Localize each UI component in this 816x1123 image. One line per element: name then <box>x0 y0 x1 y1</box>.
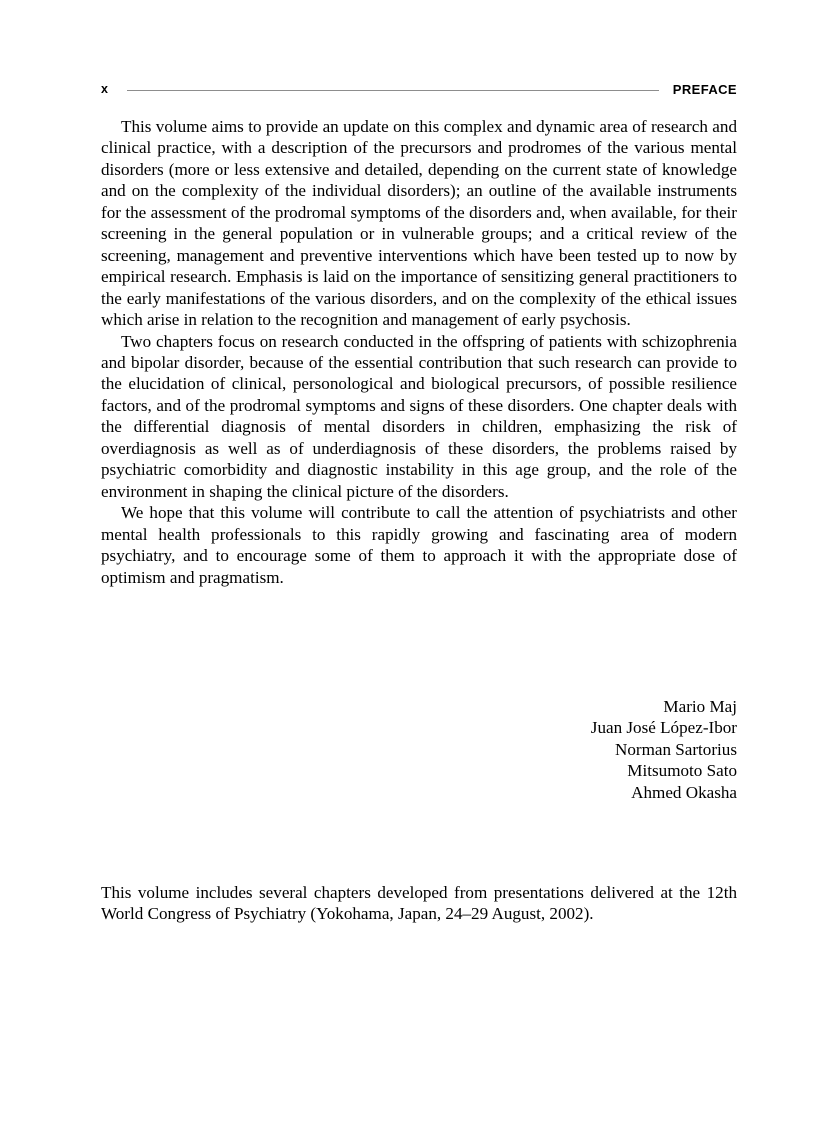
author-name: Mario Maj <box>663 697 737 716</box>
author-name: Juan José López-Ibor <box>590 718 737 738</box>
author-name: Mitsumoto Sato <box>627 761 737 781</box>
paragraph-3: We hope that this volume will contribute to call the attention of psychiatrists and other mental health professionals to this rapidly growing and fascinating area of modern psychiatry, and to encourage some of them to approach it with the appropriate dose of optimism and pragmatism. <box>101 503 737 587</box>
closing-note-text: This volume includes several chapters developed from presentations delivered at the 12th World Congress of Psychiatry (Yokohama, Japan, 24–29 August, 2002). <box>101 883 737 924</box>
author-name: Norman Sartorius <box>614 739 737 759</box>
running-head-title: PREFACE <box>672 81 737 97</box>
page-folio: x <box>101 81 108 96</box>
body-text-block <box>101 116 737 588</box>
author-name: Ahmed Okasha <box>631 782 737 802</box>
closing-note-block <box>101 882 737 925</box>
running-header <box>101 78 737 100</box>
header-divider-rule <box>127 90 659 91</box>
signature-block <box>101 696 737 803</box>
paragraph-1: This volume aims to provide an update on this complex and dynamic area of research and clinical practice, with a description of the precursors and prodromes of the various mental disorders (more or less extensive and detailed, depending on the current state of knowledge and on the complexity of the individual disorders); an outline of the available instruments for the assessment of the prodromal symptoms of the disorders and, when available, for their screening in the general population or in vulnerable groups; and a critical review of the screening, management and preventive interventions which have been tested up to now by empirical research. Emphasis is laid on the importance of sensitizing general practitioners to the early manifestations of the various disorders, and on the complexity of the ethical issues which arise in relation to the recognition and management of early psychosis. <box>101 117 737 330</box>
paragraph-2: Two chapters focus on research conducted in the offspring of patients with schizophrenia and bipolar disorder, because of the essential contribution that such research can provide to the elucidation of clinical, personological and biological precursors, of possible resilience factors, and of the prodromal symptoms and signs of these disorders. One chapter deals with the differential diagnosis of mental disorders in children, emphasizing the risk of overdiagnosis as well as of underdiagnosis of these disorders, the problems raised by psychiatric comorbidity and diagnostic instability in this age group, and the role of the environment in shaping the clinical picture of the disorders. <box>101 331 737 501</box>
